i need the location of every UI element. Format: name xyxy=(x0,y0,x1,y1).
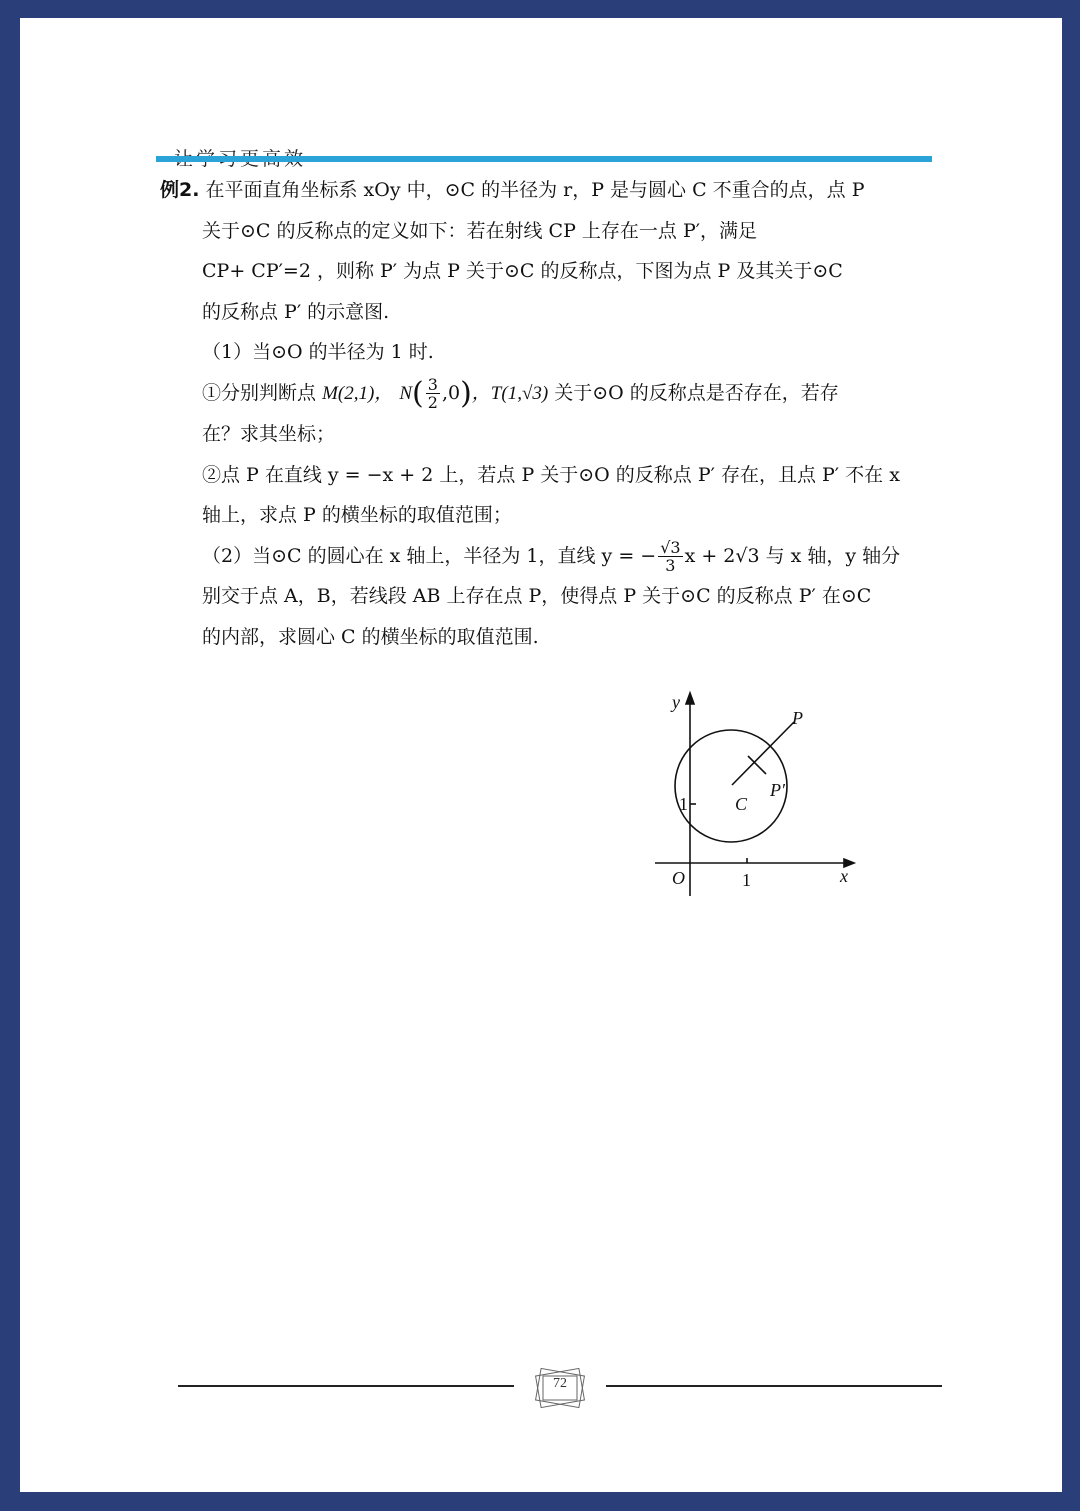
part1-title: （1）当⊙O 的半径为 1 时. xyxy=(202,341,434,363)
intro-line-1 xyxy=(160,170,932,211)
intro-line-4: 的反称点 P′ 的示意图. xyxy=(202,300,390,323)
q1-n-den: 2 xyxy=(427,393,438,412)
example-label: 例2. xyxy=(160,179,200,201)
y-axis-arrow xyxy=(686,693,694,704)
intro-line-2: 关于⊙C 的反称点的定义如下：若在射线 CP 上存在一点 P′，满足 xyxy=(202,219,758,242)
label-1y: 1 xyxy=(679,794,688,814)
q2-line-2: 轴上，求点 P 的横坐标的取值范围； xyxy=(202,504,512,526)
part2-num: √3 xyxy=(660,538,681,557)
problem-content xyxy=(160,170,932,657)
page xyxy=(20,18,1062,1492)
q1-point-m: M(2,1)， xyxy=(322,382,394,404)
q1-n-post: ,0 xyxy=(441,381,461,404)
part2-fraction xyxy=(658,539,682,574)
q1-prefix: ①分别判断点 xyxy=(202,381,317,404)
intro-text-1: 在平面直角坐标系 xOy 中，⊙C 的半径为 r，P 是与圆心 C 不重合的点，点 P xyxy=(205,179,865,201)
label-1x: 1 xyxy=(742,870,751,890)
label-y: y xyxy=(672,692,680,712)
part2-den: 3 xyxy=(665,556,676,575)
label-pprime: P′ xyxy=(770,780,785,800)
footer-line-left xyxy=(178,1385,514,1387)
q1-n-fraction xyxy=(426,376,440,411)
part2-line-2: 别交于点 A，B，若线段 AB 上存在点 P，使得点 P 关于⊙C 的反称点 P′ 在⊙C xyxy=(202,585,872,607)
q1-line-2: 在？求其坐标； xyxy=(202,423,336,445)
q1-line-1: ①分别判断点 M(2,1)， N( $\frac{3}{2}$ ,0)，T(1,√3) 关于⊙O 的反称点是否存在，若存 xyxy=(202,375,839,412)
q1-n-num: 3 xyxy=(427,375,438,394)
header-rule xyxy=(156,156,932,162)
label-c: C xyxy=(735,794,748,814)
label-x: x xyxy=(840,866,848,886)
page-number: 72 xyxy=(553,1376,567,1391)
part2-line-1 xyxy=(160,536,932,577)
label-o: O xyxy=(672,868,685,888)
part2-line-3: 的内部，求圆心 C 的横坐标的取值范围. xyxy=(202,625,539,648)
q2-line-1: ②点 P 在直线 y = −x + 2 上，若点 P 关于⊙O 的反称点 P′ 存在，且点 P′ 不在 x xyxy=(202,463,900,486)
footer-line-right xyxy=(606,1385,942,1387)
q1-suffix: 关于⊙O 的反称点是否存在，若存 xyxy=(554,381,839,404)
q1-point-n-label: N xyxy=(399,382,413,404)
part2-post: x + 2√3 与 x 轴，y 轴分 xyxy=(684,544,901,567)
q1-point-t: ，T(1,√3) xyxy=(471,382,549,404)
part2-pre: （2）当⊙C 的圆心在 x 轴上，半径为 1，直线 y = − xyxy=(202,544,657,567)
intro-line-3: CP+ CP′=2 ，则称 P′ 为点 P 关于⊙C 的反称点，下图为点 P 及其关于⊙C xyxy=(202,260,843,282)
label-p: P xyxy=(792,708,803,728)
coordinate-figure xyxy=(650,688,860,913)
